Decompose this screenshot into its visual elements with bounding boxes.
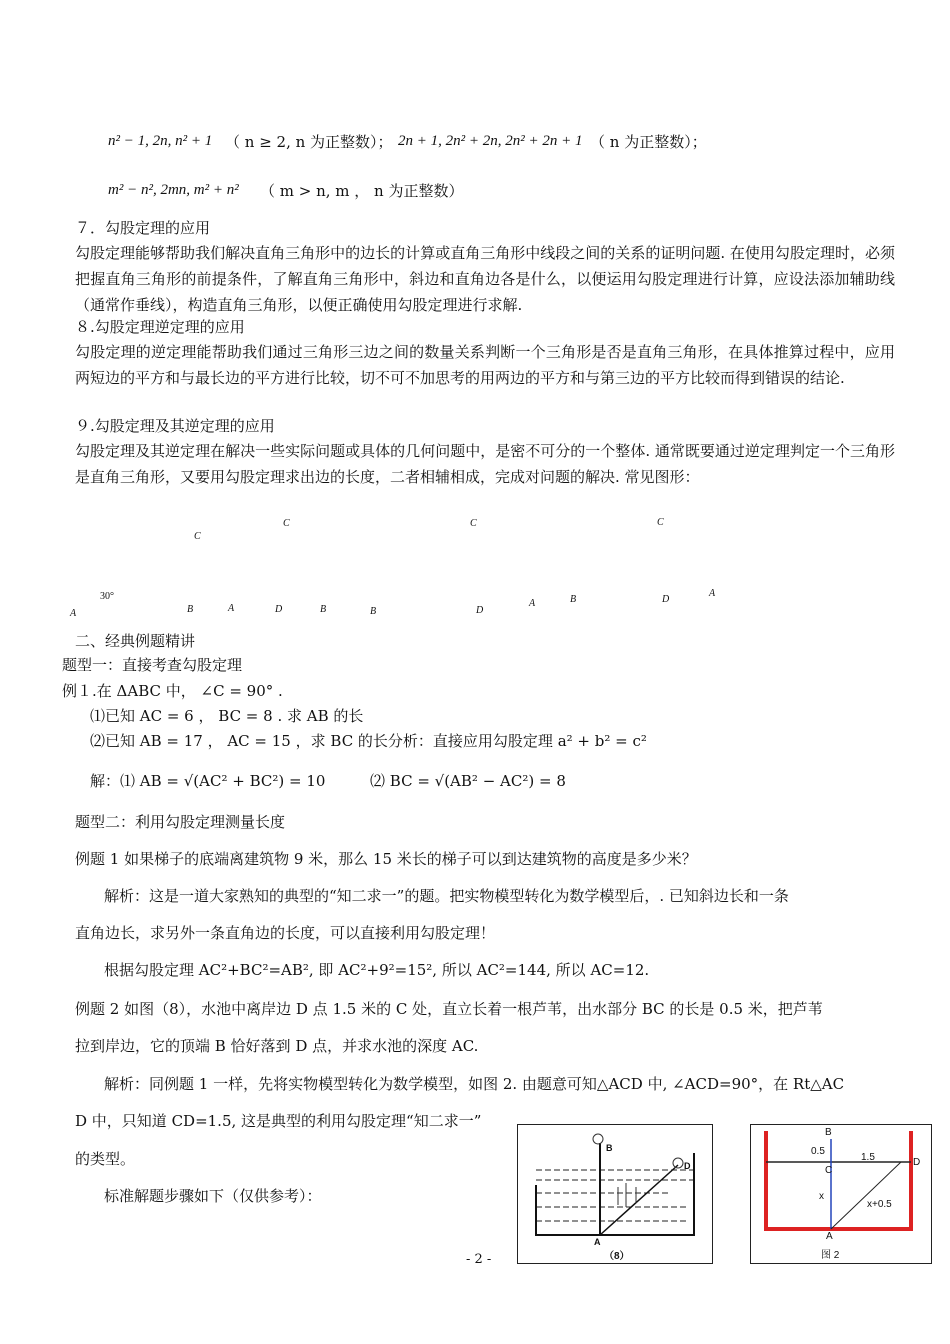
figure-8 — [517, 1124, 713, 1264]
fig-label-a1: A — [70, 608, 77, 619]
example-1-solution-2: ⑵ BC = √(AB² − AC²) = 8 — [370, 772, 566, 790]
type-2-analysis-1a: 解析：这是一道大家熟知的典型的“知二求一”的题。把实物模型转化为数学模型后，. 已知斜边长和一条 — [104, 887, 789, 905]
fig-label-a2: A — [228, 603, 235, 614]
fig-label-b3: B — [370, 606, 377, 617]
type-2-steps-intro: 标准解题步骤如下（仅供参考）： — [104, 1187, 322, 1205]
section-7-body: 勾股定理能够帮助我们解决直角三角形中的边长的计算或直角三角形中线段之间的关系的证明问题. 在使用勾股定理时，必须把握直角三角形的前提条件，了解直角三角形中，斜边和直角边各是什么，以便运用勾股定理进行计算，应设法添加辅助线（通常作垂线），构造直角三角形，以便正确使用勾股定理进行求解. — [75, 244, 895, 314]
fig-label-b4: B — [570, 594, 577, 605]
formula-1a: n² − 1, 2n, n² + 1 — [108, 133, 213, 149]
figure-2 — [750, 1124, 932, 1264]
figure-2-len-hyp: x+0.5 — [867, 1199, 892, 1210]
type-2-analysis-2b: D 中，只知道 CD=1.5, 这是典型的利用勾股定理“知二求一” — [75, 1112, 482, 1130]
section-9-title: ９.勾股定理及其逆定理的应用 — [75, 417, 275, 435]
type-2-example-2a: 例题 2 如图（8），水池中离岸边 D 点 1.5 米的 C 处，直立长着一根芦苇，出水部分 BC 的长是 0.5 米，把芦苇 — [75, 1000, 823, 1018]
figure-2-label-b: B — [825, 1127, 832, 1138]
formula-1b-condition: （ n 为正整数）； — [590, 133, 707, 151]
figure-2-label-a: A — [826, 1231, 833, 1242]
fig-label-angle: 30° — [100, 591, 114, 602]
example-1-solution-1: 解：⑴ AB = √(AC² + BC²) = 10 — [90, 772, 326, 790]
section-2-title: 二、经典例题精讲 — [75, 632, 196, 650]
fig-label-c2: C — [283, 518, 290, 529]
figure-2-len-cd: 1.5 — [861, 1152, 875, 1163]
figure-8-label-b: B — [606, 1143, 613, 1153]
page-number: - 2 - — [466, 1252, 492, 1267]
figure-2-len-bc: 0.5 — [811, 1146, 825, 1157]
section-8-title: ８.勾股定理逆定理的应用 — [75, 318, 245, 336]
type-2-analysis-2c: 的类型。 — [75, 1150, 136, 1168]
figure-2-drawing — [751, 1125, 931, 1263]
example-1-q2: ⑵已知 AB = 17 ， AC = 15 ，求 BC 的长分析：直接应用勾股定理 a² + b² = c² — [90, 732, 647, 750]
figure-2-len-x: x — [819, 1191, 824, 1202]
figure-8-drawing — [518, 1125, 712, 1263]
figure-8-label-a: A — [594, 1237, 601, 1247]
fig-label-b2: B — [320, 604, 327, 615]
type-2-analysis-2a: 解析：同例题 1 一样，先将实物模型转化为数学模型，如图 2. 由题意可知△ACD 中, ∠ACD=90°，在 Rt△AC — [104, 1075, 845, 1093]
formula-2-condition: （ m > n, m ， n 为正整数） — [260, 182, 464, 200]
section-8-body: 勾股定理的逆定理能帮助我们通过三角形三边之间的数量关系判断一个三角形是否是直角三角形，在具体推算过程中，应用两短边的平方和与最长边的平方进行比较，切不可不加思考的用两边的平方和与第三边的平方比较而得到错误的结论. — [75, 343, 895, 387]
type-2-analysis-1b: 直角边长，求另外一条直角边的长度，可以直接利用勾股定理！ — [75, 924, 496, 942]
figure-2-label-d: D — [913, 1157, 921, 1168]
figure-8-caption: （8） — [604, 1251, 630, 1262]
section-7-title: ７．勾股定理的应用 — [75, 219, 211, 237]
fig-label-b1: B — [187, 604, 194, 615]
figure-2-label-c: C — [825, 1165, 833, 1176]
example-1: 例１.在 ΔABC 中， ∠C = 90° . — [62, 682, 283, 700]
fig-label-a3: A — [529, 598, 536, 609]
fig-label-c4: C — [657, 517, 664, 528]
type-2-example-1: 例题 1 如果梯子的底端离建筑物 9 米，那么 15 米长的梯子可以到达建筑物的高度是多少米？ — [75, 850, 697, 868]
fig-label-a4: A — [709, 588, 716, 599]
fig-label-d1: D — [275, 604, 283, 615]
figure-8-label-d: D — [684, 1161, 691, 1171]
type-2-analysis-1c: 根据勾股定理 AC²+BC²=AB², 即 AC²+9²=15², 所以 AC²=144, 所以 AC=12. — [104, 961, 650, 979]
formula-1a-condition: （ n ≥ 2, n 为正整数）； — [225, 133, 393, 151]
type-2-title: 题型二：利用勾股定理测量长度 — [75, 813, 286, 831]
type-2-example-2b: 拉到岸边，它的顶端 B 恰好落到 D 点，并求水池的深度 AC. — [75, 1037, 479, 1055]
fig-label-d2: D — [476, 605, 484, 616]
fig-label-d3: D — [662, 594, 670, 605]
section-9-body: 勾股定理及其逆定理在解决一些实际问题或具体的几何问题中，是密不可分的一个整体. 通常既要通过逆定理判定一个三角形是直角三角形，又要用勾股定理求出边的长度，二者相辅相成，完成对问题的解决. 常见图形： — [75, 442, 895, 486]
example-1-q1: ⑴已知 AC = 6 ， BC = 8 . 求 AB 的长 — [90, 707, 364, 725]
figure-2-caption: 图 2 — [821, 1250, 840, 1261]
formula-2: m² − n², 2mn, m² + n² — [108, 182, 239, 198]
fig-label-c3: C — [470, 518, 477, 529]
formula-1b: 2n + 1, 2n² + 2n, 2n² + 2n + 1 — [398, 133, 583, 149]
type-1-title: 题型一：直接考查勾股定理 — [62, 656, 243, 674]
fig-label-c1: C — [194, 531, 201, 542]
